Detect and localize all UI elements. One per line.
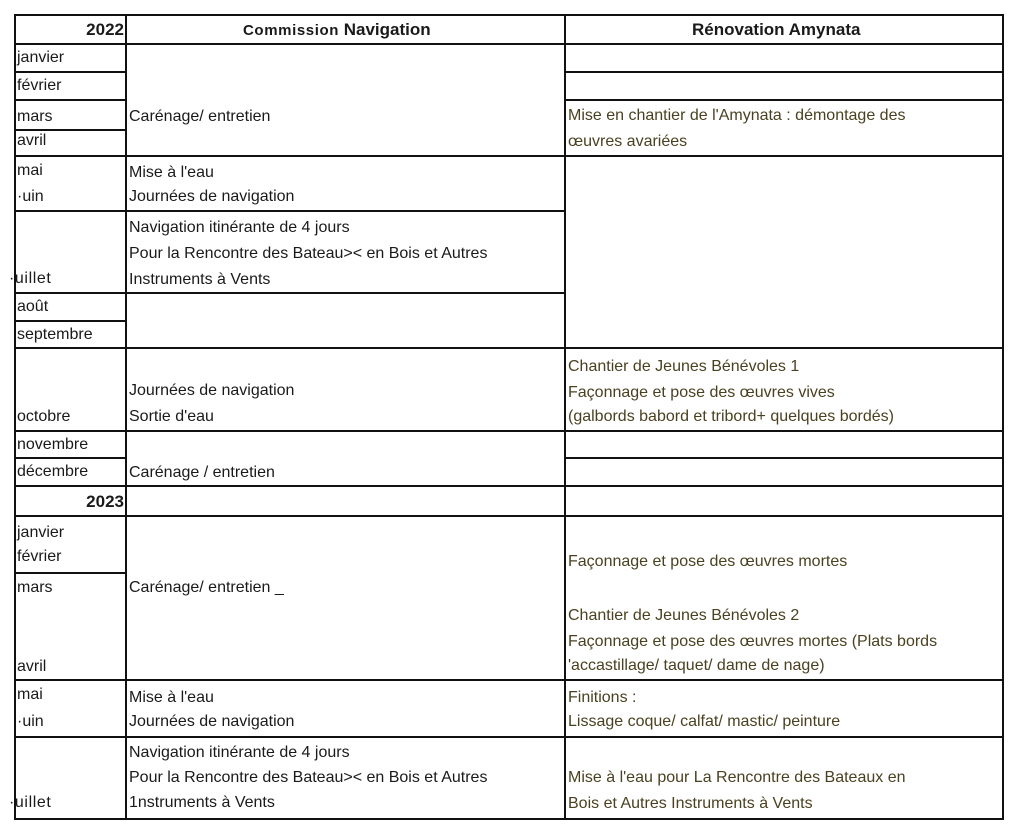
nav-trip-line1-2023: Navigation itinérante de 4 jours: [129, 744, 350, 761]
grid-line: [14, 292, 566, 294]
month-avril-2023: avril: [17, 658, 47, 675]
nav-sail-days-2023: Journées de navigation: [129, 713, 295, 730]
nav-launch-2023: Mise à l'eau: [129, 689, 214, 706]
month-mai-2023: mai: [17, 686, 43, 703]
grid-line: [14, 430, 1004, 432]
ren-october-line1-2022: Chantier de Jeunes Bénévoles 1: [568, 358, 800, 375]
grid-line: [564, 14, 566, 515]
ren-finish-line2-2023: Lissage coque/ calfat/ mastic/ peinture: [568, 713, 841, 730]
grid-line: [14, 485, 1004, 487]
grid-line: [14, 43, 1004, 45]
grid-line: [14, 71, 126, 73]
year-2022: 2022: [86, 20, 124, 39]
header-navigation: [243, 21, 431, 40]
grid-line: [14, 14, 1004, 16]
grid-line: [14, 155, 1004, 157]
header-navigation-a: Commission: [243, 22, 340, 39]
month-fevrier-2022: février: [17, 77, 62, 94]
ren-block1-2023: Façonnage et pose des œuvres mortes: [568, 553, 848, 570]
nav-trip-line2-2022: Pour la Rencontre des Bateau>< en Bois et Autres: [129, 245, 488, 262]
month-fevrier-2023: février: [17, 548, 62, 565]
month-decembre-2022: décembre: [17, 463, 89, 480]
grid-line: [14, 457, 126, 459]
month-mars-2023: mars: [17, 579, 53, 596]
nav-careenage-spring-2022: Carénage/ entretien: [129, 108, 271, 125]
ren-block2-line3-2023: 'accastillage/ taquet/ dame de nage): [568, 657, 825, 674]
nav-trip-line2-2023: Pour la Rencontre des Bateau>< en Bois et Autres: [129, 769, 488, 786]
month-mars-2022: mars: [17, 108, 53, 125]
ren-block2-line2-2023: Façonnage et pose des œuvres mortes (Plats bords: [568, 633, 938, 650]
month-juillet-2023: ·uillet: [9, 794, 52, 811]
month-aout-2022: août: [17, 298, 49, 315]
nav-trip-line3-2022: Instruments à Vents: [129, 271, 271, 288]
grid-line: [564, 515, 566, 820]
grid-line: [14, 736, 1004, 738]
ren-mars-line2-2022: œuvres avariées: [568, 133, 688, 150]
year-2023: 2023: [86, 492, 124, 511]
nav-launch-2022: Mise à l'eau: [129, 164, 214, 181]
grid-line: [14, 515, 1004, 517]
nav-october-line2-2022: Sortie d'eau: [129, 408, 214, 425]
month-septembre-2022: septembre: [17, 326, 93, 343]
ren-launch-line2-2023: Bois et Autres Instruments à Vents: [568, 795, 813, 812]
month-janvier-2022: janvier: [17, 49, 65, 66]
grid-line: [14, 99, 126, 101]
ren-block2-line1-2023: Chantier de Jeunes Bénévoles 2: [568, 607, 800, 624]
grid-line: [14, 347, 1004, 349]
ren-october-line3-2022: (galbords babord et tribord+ quelques bordés): [568, 408, 894, 425]
nav-careenage-2023: Carénage/ entretien _: [129, 579, 284, 596]
month-juin-2023: ·uin: [17, 713, 44, 730]
grid-line: [14, 210, 566, 212]
month-janvier-2023: janvier: [17, 524, 65, 541]
month-avril-2022: avril: [17, 132, 47, 149]
grid-line: [14, 14, 16, 820]
grid-line: [125, 14, 127, 820]
nav-sail-days-2022: Journées de navigation: [129, 188, 295, 205]
month-juin-2022: ·uin: [17, 188, 44, 205]
grid-line: [565, 457, 1004, 459]
grid-line: [565, 71, 1004, 73]
month-octobre-2022: octobre: [17, 408, 71, 425]
month-mai-2022: mai: [17, 162, 43, 179]
nav-trip-line3-2023: 1nstruments à Vents: [129, 794, 275, 811]
ren-october-line2-2022: Façonnage et pose des œuvres vives: [568, 384, 835, 401]
nav-october-line1-2022: Journées de navigation: [129, 382, 295, 399]
month-juillet-2022: ·uillet: [9, 270, 52, 287]
month-novembre-2022: novembre: [17, 436, 89, 453]
grid-line: [1002, 14, 1004, 820]
grid-line: [14, 679, 1004, 681]
ren-finish-line1-2023: Finitions :: [568, 689, 637, 706]
nav-trip-line1-2022: Navigation itinérante de 4 jours: [129, 219, 350, 236]
nav-careenage-winter-2022: Carénage / entretien: [129, 464, 275, 481]
grid-line: [14, 320, 126, 322]
grid-line: [14, 572, 126, 574]
ren-launch-line1-2023: Mise à l'eau pour La Rencontre des Bateaux en: [568, 769, 906, 786]
grid-line: [14, 129, 126, 131]
header-renovation: Rénovation Amynata: [692, 20, 861, 39]
grid-line: [14, 818, 1004, 820]
ren-mars-line1-2022: Mise en chantier de l'Amynata : démontage des: [568, 107, 906, 124]
header-navigation-b: Navigation: [343, 20, 431, 39]
grid-line: [565, 99, 1004, 101]
